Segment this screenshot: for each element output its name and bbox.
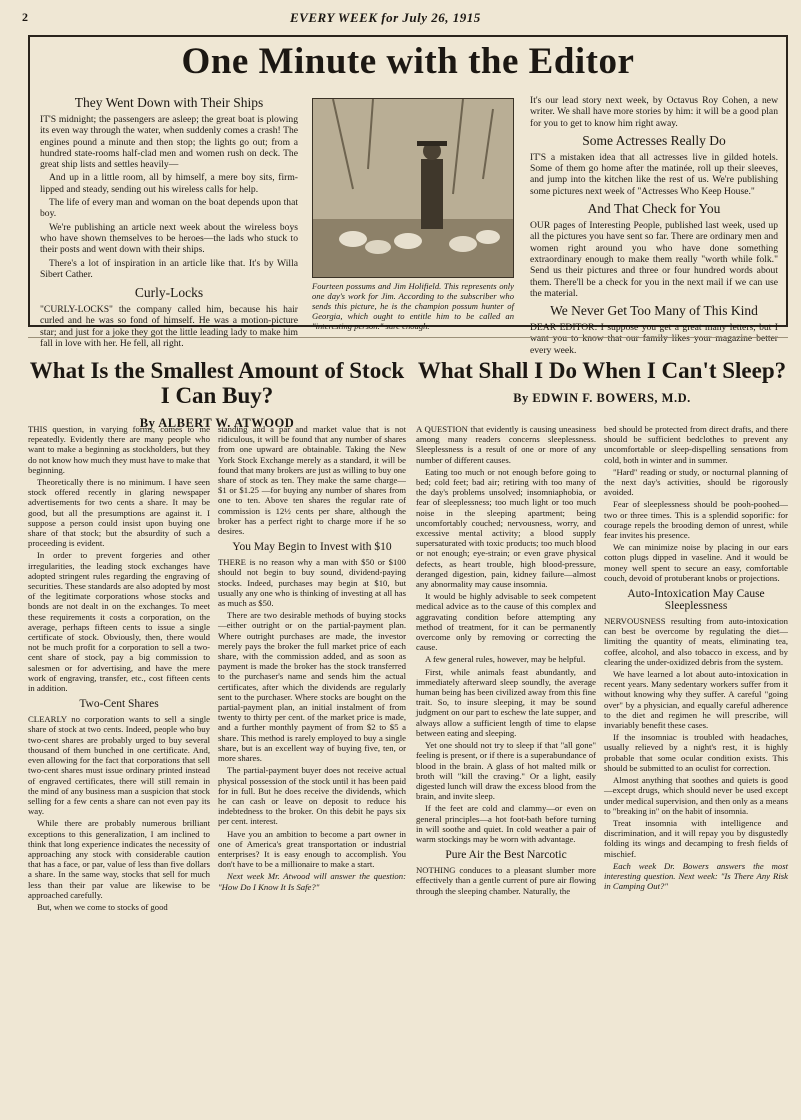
article-stock [28, 358, 406, 431]
stock-a-p2: Theoretically there is no minimum. I have seen stock offered recently in glaring newspaper advertisements for two cents a share. It may be good, but all the presumptions are against it. I suppose a person could insist upon buying one share of that stock; but the absurdity of such a proceeding is evident. [28, 477, 210, 549]
sleep-c-p4: A few general rules, however, may be helpful. [425, 654, 586, 665]
issue-title: EVERY WEEK for July 26, 1915 [290, 10, 481, 25]
stock-a2-p3: But, when we come to stocks of good [37, 901, 168, 912]
photo-caption: Fourteen possums and Jim Holifield. This represents only one day's work for Jim. According to the subscriber who sends this picture, he is the champion possum hunter of Georgia, which ought to entitle him to be called an "interesting person." sure enough. [312, 281, 514, 331]
curly-p1: "CURLY-LOCKS" the company called him, because his hair curled and he was so fond of himself. He was a motion-picture star; and just for a joke they got the little leading lady to make him fall in love with her. He fell, all right. [40, 304, 298, 350]
section-divider [28, 337, 788, 338]
actresses-p1: IT'S a mistaken idea that all actresses live in gilded hotels. Some of them go home after the matinée, roll up their sleeves, and jump into the kitchen like the rest of us. We're publishing some pictures next week of "Actresses Who Keep House." [530, 151, 778, 197]
stock-b2-p2: There are two desirable methods of buying stocks—either outright or on the partial-payment plan. Where outright purchases are made, the investor merely pays the broker the full market price of each share, with the commission added, and as soon as payment is made the broker has the stock transferred to the purchaser's name and sends him the actual certificates, after which the dividends are regularly sent to the purchaser. Where stocks are bought on the partial-payment plan, an initial instalment of from twenty to thirty per cent. of the market price is made, and a further monthly payment of from $2 to $5 a share. This method is rarely employed to buy a single share, but is an excellent way of buying five, ten, or more shares. [218, 610, 406, 764]
letter-p1: DEAR EDITOR: I suppose you get a great many letters, but I want you to know that our family likes your magazine better every week. [530, 322, 778, 356]
page-number: 2 [22, 10, 28, 24]
stock-a-p3: In order to prevent forgeries and other irregularities, the leading stock exchanges have adopted stringent rules regarding the engraving of securities. These standards are also adopted by most of the legitimate corporations whose stocks and bonds are not dealt in on the exchanges. To meet these requirements it costs a corporation, on the average, perhaps fifteen cents to issue a single certificate of stock. Obviously, then, there would not be much profit for a corporation to sell a two-cent share of stock, pay a big commission to salesmen or for advertising, and have the mere work of engraving, transfer, etc., cost fifteen cents in addition. [28, 550, 210, 694]
check-text [530, 220, 778, 299]
sleep-d2-p4: Almost anything that soothes and quiets is good—except drugs, which should never be used except under medical supervision, and then only as a means to "breaking in" on the habit of insomnia. [604, 775, 788, 816]
sleep-c-p2: Eating too much or not enough before going to bed; cold feet; bad air; retiring with too many of the day's problems unsolved; insomniaphobia, or fear of sleeplessness; too much light or too much noise in the sleeping apartment; being uncomfortably couched; nervousness, worry, and excessive mental activity; a blood supply supersaturated with toxic products; too much blood or not enough; eye-strain; or even grave physical defects, as heart trouble, high blood-pressure, deranged digestion, pain, kidney failure—almost any abnormality may cause insomnia. [416, 466, 596, 590]
stock-b-p1: standing and a par and market value that is not ridiculous, it will be found that any number of shares from one upward are obtainable. Taking the New York Stock Exchange merely as a standard, it will be found that many brokers are just as willing to buy one share of stock as ten. They make the same charge—$1 or $1.25 —for buying any number of shares from one to ten. Above ten shares the regular rate of commission is 12½ cents per share, although the broker has a perfect right to charge more if he so desires. [218, 424, 406, 537]
ships-p2: And up in a little room, all by himself, a mere boy sits, firm-lipped and steady, sending out his wireless calls for help. [40, 172, 298, 195]
possum-photo-illustration [313, 99, 513, 277]
ships-p5: There's a lot of inspiration in an article like that. It's by Willa Sibert Cather. [40, 257, 298, 280]
sleep-d2-p2: We have learned a lot about auto-intoxication in recent years. Many sedentary workers suffer from it without knowing why they suffer. A careful "going over" by a physician, and equally careful adherence to the diet and regimen he will prescribe, will invariably benefit these cases. [604, 669, 788, 731]
heading-curly-locks: Curly-Locks [134, 285, 204, 301]
stock-col-b [218, 424, 406, 894]
check-p1: OUR pages of Interesting People, published last week, used up all the pictures you have sent so far. There are ordinary men and women right around you who have done something extraordinary enough to make them really "worth while folk." Send us their pictures and three or four hundred words about them. There'll be a check for you in the next mail if we can use the material. [530, 220, 778, 299]
stock-b2-p4: Have you an ambition to become a part owner in one of America's great transportation or industrial enterprises? It is easy enough to accomplish. You don't have to be a millionaire to make a start. [218, 828, 406, 870]
sleep-d-p1: bed should be protected from direct drafts, and there should be sufficient bedclothes to prevent any uncomfortable or sleep-dispelling sensations from cold, both in winter and in summer. [604, 424, 788, 465]
sleep-d2-p3: If the insomniac is troubled with headaches, usually relieved by a night's rest, it is highly probable that some ocular condition exists. This should be submitted to an oculist for correction. [604, 732, 788, 773]
heading-invest-10: You May Begin to Invest with $10 [232, 541, 392, 554]
sleep-d-p4: We can minimize noise by placing in our ears cotton plugs dipped in vaseline. And it would be money well spent to secure an easy, comfortable couch, devoid of protuberant knobs or projections. [604, 542, 788, 583]
sleep-col-c [416, 424, 596, 898]
stock-col-a [28, 424, 210, 914]
heading-two-cent-shares: Two-Cent Shares [79, 698, 159, 711]
sleep-c2-p1: NOTHING conduces to a pleasant slumber more effectively than a gentle current of pure air flowing through the sleeping chamber. Naturally, the [416, 865, 596, 896]
sleep-byline: By EDWIN F. BOWERS, M.D. [513, 391, 691, 405]
sleep-c-p1: A QUESTION that evidently is causing uneasiness among many readers concerns sleeplessness. Sleeplessness is a result of one or more of any number of different causes. [416, 424, 596, 465]
lead-story-text [530, 95, 778, 129]
stock-article-title: What Is the Smallest Amount of Stock I Can Buy? [29, 358, 405, 408]
stock-next-week: Next week Mr. Atwood will answer the question: "How Do I Know It Is Safe?" [218, 871, 406, 892]
stock-byline: By ALBERT W. ATWOOD [139, 416, 295, 430]
sleep-d2-p5: Treat insomnia with intelligence and discrimination, and it will repay you by disgustedly folding its wings and decamping to fresh fields of mischief. [604, 817, 788, 859]
stock-b2-p1: THERE is no reason why a man with $50 or $100 should not begin to buy sound, dividend-paying stocks. Indeed, purchases may begin at $10, but usually any one who is thinking of investing at all has as much as $50. [218, 557, 406, 609]
never-too-many-text [530, 322, 778, 356]
sleep-d-p3: Fear of sleeplessness should be pooh-poohed—two or three times. This is a splendid soporific: for courage repels the brooding demon of unrest, while fear invites his presence. [604, 499, 788, 541]
lead-story-p1: It's our lead story next week, by Octavus Roy Cohen, a new writer. We shall have more stories by him: it will be a good plan for you to get to know him right away. [530, 95, 778, 129]
sleep-c-p5: First, while animals feast abundantly, and immediately afterward sleep soundly, the average human being has been civilized away from this fine trait. So, to insure sleeping, it may be sound judgment on our part to eschew the late supper, and always allow a sufficient length of time to elapse between eating and sleeping. [416, 666, 596, 738]
editor-col-3 [530, 95, 778, 358]
actresses-text [530, 152, 778, 197]
sleep-c-p7: If the feet are cold and clammy—or even on general principles—a hot foot-bath before turning in will soothe and quiet. In cold weather a pair of warm stockings may be worn with advantage. [416, 803, 596, 844]
ships-p3: The life of every man and woman on the boat depends upon that boy. [40, 197, 298, 220]
ships-p1: IT'S midnight; the passengers are asleep; the great boat is plowing its even way through the water, when suddenly comes a crash! The engines pound a minute and then stop; the lights go out; from a hundred state-rooms half-clad men and women rush on deck. The great ship lists and settles heavily— [40, 114, 298, 171]
heading-auto-intoxication: Auto-Intoxication May Cause Sleeplessness [627, 588, 765, 613]
heading-pure-air: Pure Air the Best Narcotic [445, 849, 567, 862]
sleep-next-week: Each week Dr. Bowers answers the most interesting question. Next week: "Is There Any Risk in Camping Out?" [604, 860, 788, 892]
sleep-c-p6: Yet one should not try to sleep if that "all gone" feeling is present, or if there is a superabundance of blood in the brain. A glass of hot malted milk or broth will "kill the craving." Or a light, easily digested lunch will draw the excess blood from the brain, and invite sleep. [416, 740, 596, 802]
sleep-d-p2: "Hard" reading or study, or nocturnal planning of the next day's activities, should be rigorously avoided. [604, 466, 788, 498]
heading-ships: They Went Down with Their Ships [74, 95, 264, 110]
possum-photo [312, 98, 514, 278]
sleep-c-p3: It would be highly advisable to seek competent medical advice as to the cause of this complex and aggravating condition before attempting any method of treatment, for it can be permanently overcome only by removing or correcting the cause. [416, 591, 596, 653]
heading-actresses: Some Actresses Really Do [582, 132, 726, 148]
heading-check: And That Check for You [587, 201, 721, 217]
ships-p4: We're publishing an article next week about the wireless boys who have shown themselves to be heroes—the lads who stuck to their posts and went down with their ships. [40, 221, 298, 256]
stock-a2-p1: CLEARLY no corporation wants to sell a single share of stock at two cents. Indeed, people who buy two-cent shares are probably urged to buy several thousand of them bunched in one certificate. And, even allowing for the fact that corporations that sell two-cent shares must issue ordinary printed instead of engraved certificates, there will still remain in the mind of any business man a suspicion that stock selling for a few cents a share can not even pay its way. [28, 714, 210, 817]
heading-never-too-many: We Never Get Too Many of This Kind [550, 303, 758, 319]
editor-col-1 [40, 95, 298, 351]
editor-box-title: One Minute with the Editor [181, 41, 635, 82]
stock-b2-p3: The partial-payment buyer does not receive actual physical possession of the stock until it has been paid for in full. But he does receive the dividends, which he can cash or leave on deposit to reduce his indebtedness to the broker. On this debit he pays six per cent. interest. [218, 765, 406, 827]
stock-a2-p2: While there are probably numerous brilliant exceptions to this generalization, I am inclined to think that long experience indicates the necessity of approaching any stock with considerable caution that has a face, or par, value of less than five dollars a share. In the same way, stocks that sell for much less than their par value are likewise to be approached carefully. [28, 818, 210, 900]
sleep-col-d [604, 424, 788, 893]
sleep-article-title: What Shall I Do When I Can't Sleep? [417, 358, 787, 383]
curly-locks-text [40, 304, 298, 349]
article-sleep [416, 358, 788, 406]
stock-a-p1: THIS question, in varying forms, comes to me repeatedly. Evidently there are many people who want to make a beginning as stockholders, but they do not know how much they must have to make that beginning. [28, 424, 210, 475]
sleep-d2-p1: NERVOUSNESS resulting from auto-intoxication can best be overcome by regulating the diet—limiting the quantity of meats, eliminating tea, coffee, alcohol, and also tobacco in excess, and by clearing the under-oxidized debris from the system. [604, 616, 788, 667]
ships-text [40, 114, 298, 280]
